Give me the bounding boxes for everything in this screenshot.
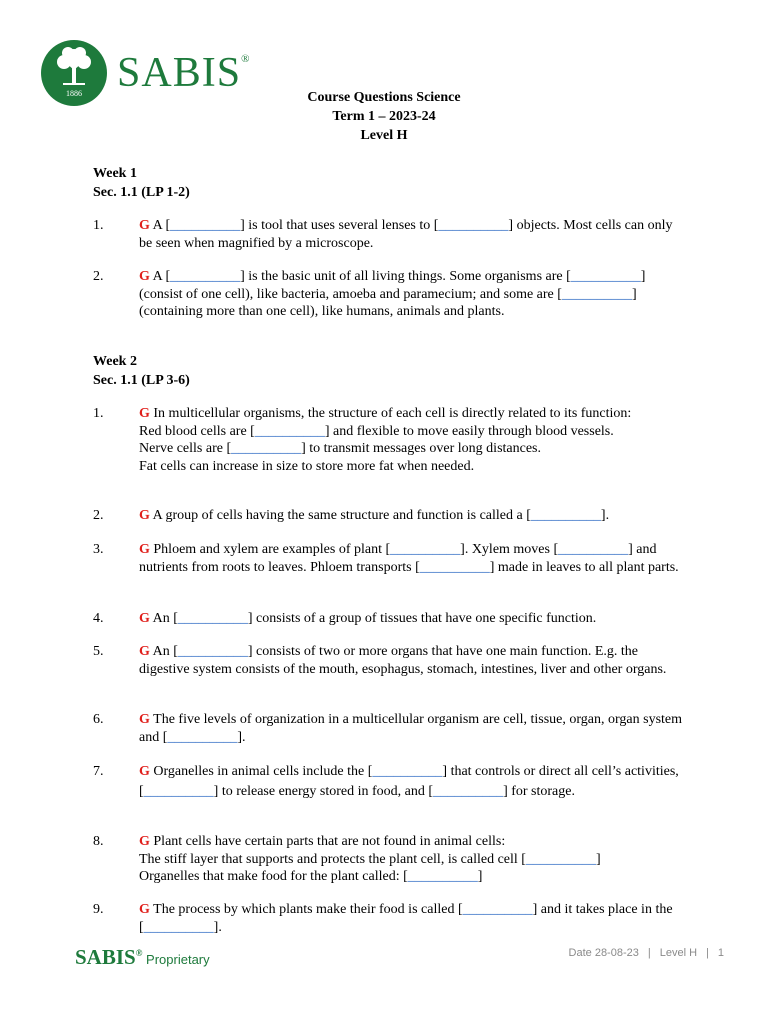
week2-question-6: 6. G The five levels of organization in a multicellular organism are cell, tissue, organ, organ system and [__________]. — [93, 712, 683, 745]
footer-meta: Date 28-08-23 | Level H | 1 — [568, 947, 724, 959]
week2-question-1: 1. G In multicellular organisms, the structure of each cell is directly related to its function: Red blood cells are [__________] and flexible to move easily through blood vessels. Nerve cells are [__________] to transmit messages over long distances. Fat cells can increase in size to store more fat when needed. — [93, 406, 632, 474]
week2-question-3: 3. G Phloem and xylem are examples of plant [__________]. Xylem moves [__________] and nutrients from roots to leaves. Phloem transports [__________] made in leaves to all plant parts. — [93, 542, 679, 575]
footer-level: Level H — [659, 947, 698, 959]
doc-title: Course Questions Science — [307, 90, 461, 105]
week2-question-8: 8. G Plant cells have certain parts that are not found in animal cells: The stiff layer that supports and protects the plant cell, is called cell [__________] Organelles that make food for the plant called: [__________] — [93, 834, 601, 884]
seal-year: 1886 — [66, 89, 82, 98]
week2-heading: Week 2 Sec. 1.1 (LP 3-6) — [93, 354, 190, 388]
brand-name: SABIS® — [117, 50, 251, 96]
week2-question-2: 2. G A group of cells having the same structure and function is called a [__________]. — [93, 508, 610, 523]
doc-term: Term 1 – 2023-24 — [332, 109, 436, 124]
week1-heading: Week 1 Sec. 1.1 (LP 1-2) — [93, 166, 190, 200]
week2-question-9: 9. G The process by which plants make their food is called [__________] and it takes place in the [__________]. — [93, 902, 673, 935]
week1-question-1: 1. G A [__________] is tool that uses several lenses to [__________] objects. Most cells can only be seen when magnified by a microscope. — [93, 218, 673, 251]
doc-level: Level H — [360, 128, 408, 143]
page-number: 1 — [717, 947, 724, 959]
week2-question-7: 7. G Organelles in animal cells include the [__________] that controls or direct all cell’s activities, [__________] to release energy stored in food, and [__________] for storage. — [93, 764, 679, 799]
footer-date: Date 28-08-23 — [568, 947, 639, 959]
document-header — [0, 88, 768, 145]
week2-question-4: 4. G An [__________] consists of a group of tissues that have one specific function. — [93, 611, 597, 626]
week2-question-5: 5. G An [__________] consists of two or more organs that have one main function. E.g. the digestive system consists of the mouth, esophagus, stomach, intestines, liver and other organs. — [93, 644, 667, 677]
week1-question-2: 2. G A [__________] is the basic unit of all living things. Some organisms are [__________] (consist of one cell), like bacteria, amoeba and paramecium; and some are [__________] (containing more than one cell), like humans, animals and plants. — [93, 269, 646, 319]
footer-brand: SABIS® Proprietary — [75, 945, 210, 969]
